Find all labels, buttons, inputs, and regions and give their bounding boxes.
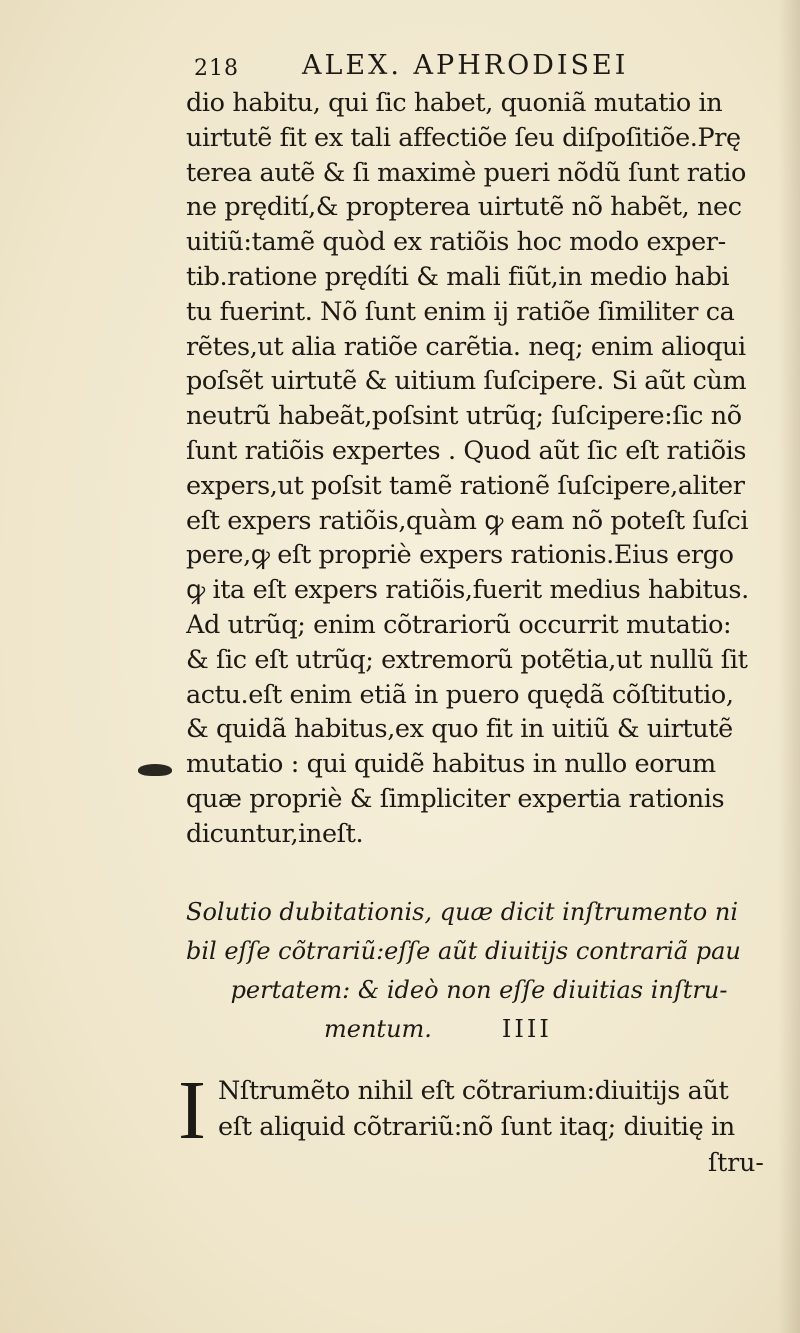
text-line: uirtutẽ fit ex tali affectiõe ſeu diſpoſitiõe.Prę: [186, 122, 741, 153]
paragraph: [178, 1064, 772, 1183]
rubric-line: pertatem: & ideò non eſſe diuitias inſtru-: [230, 976, 728, 1004]
rubric-line-end: mentum.: [324, 1015, 432, 1043]
text-line: ſunt ratiõis expertes . Quod aũt ſic eſt ratiõis: [186, 435, 747, 466]
text-line: eſt aliquid cõtrariũ:nõ ſunt itaq; diuitię in: [218, 1112, 735, 1142]
catchword: ſtru-: [708, 1148, 764, 1177]
page-number: 218: [194, 56, 239, 81]
text-line: pere,ꝙ eſt propriè expers rationis.Eius ergo: [186, 540, 734, 571]
drop-cap: I: [178, 1064, 206, 1157]
text-line: terea autẽ & ſi maximè pueri nõdũ ſunt ratio: [186, 157, 746, 188]
rubric-line: [186, 1010, 772, 1049]
text-line: dicuntur,ineſt.: [186, 818, 364, 849]
rubric-line: Solutio dubitationis, quæ dicit inſtrumento ni: [186, 898, 739, 926]
margin-ink-mark: [138, 764, 172, 776]
text-line: ꝙ ita eſt expers ratiõis,fuerit medius habitus.: [186, 575, 749, 606]
text-line: quæ propriè & ſimpliciter expertia rationis: [186, 783, 725, 814]
main-text: [186, 86, 772, 852]
text-line: rẽtes,ut alia ratiõe carẽtia. neq; enim alioqui: [186, 331, 746, 362]
text-line: Ad utrũq; enim cõtrariorũ occurrit mutatio:: [186, 609, 732, 640]
section-number: IIII: [501, 1015, 552, 1043]
page-edge-shadow: [778, 0, 800, 1333]
text-line: uitiũ:tamẽ quòd ex ratiõis hoc modo exper-: [186, 227, 726, 258]
text-line: Nſtrumẽto nihil eſt cõtrarium:diuitijs aũt: [218, 1076, 729, 1106]
text-line: neutrũ habeãt,poſsint utrũq; ſuſcipere:ſic nõ: [186, 401, 742, 432]
text-line: eſt expers ratiõis,quàm ꝙ eam nõ poteſt ſuſci: [186, 505, 749, 536]
text-line: poſsẽt uirtutẽ & uitium ſuſcipere. Si aũt cùm: [186, 366, 747, 397]
text-line: & quidã habitus,ex quo fit in uitiũ & uirtutẽ: [186, 714, 733, 745]
text-line: tu fuerint. Nõ ſunt enim ij ratiõe ſimiliter ca: [186, 296, 735, 327]
text-line: ne prędití,& propterea uirtutẽ nõ habẽt, nec: [186, 192, 742, 223]
text-line: mutatio : qui quidẽ habitus in nullo eorum: [186, 749, 716, 780]
rubric-line: bil eſſe cõtrariũ:eſſe aũt diuitijs contrariã pau: [186, 937, 741, 965]
page-header: [194, 50, 714, 90]
text-line: actu.eſt enim etiã in puero quędã cõſtitutio,: [186, 679, 734, 710]
text-line: tib.ratione prędíti & mali fiũt,in medio habi: [186, 261, 730, 292]
text-line: & ſic eſt utrũq; extremorũ potẽtia,ut nullũ ſit: [186, 644, 748, 675]
section-rubric: [186, 893, 772, 1049]
text-line: dio habitu, qui ſic habet, quoniã mutatio in: [186, 88, 723, 118]
text-line: expers,ut poſsit tamẽ rationẽ ſuſcipere,aliter: [186, 470, 745, 501]
running-title: ALEX. APHRODISEI: [302, 50, 629, 81]
